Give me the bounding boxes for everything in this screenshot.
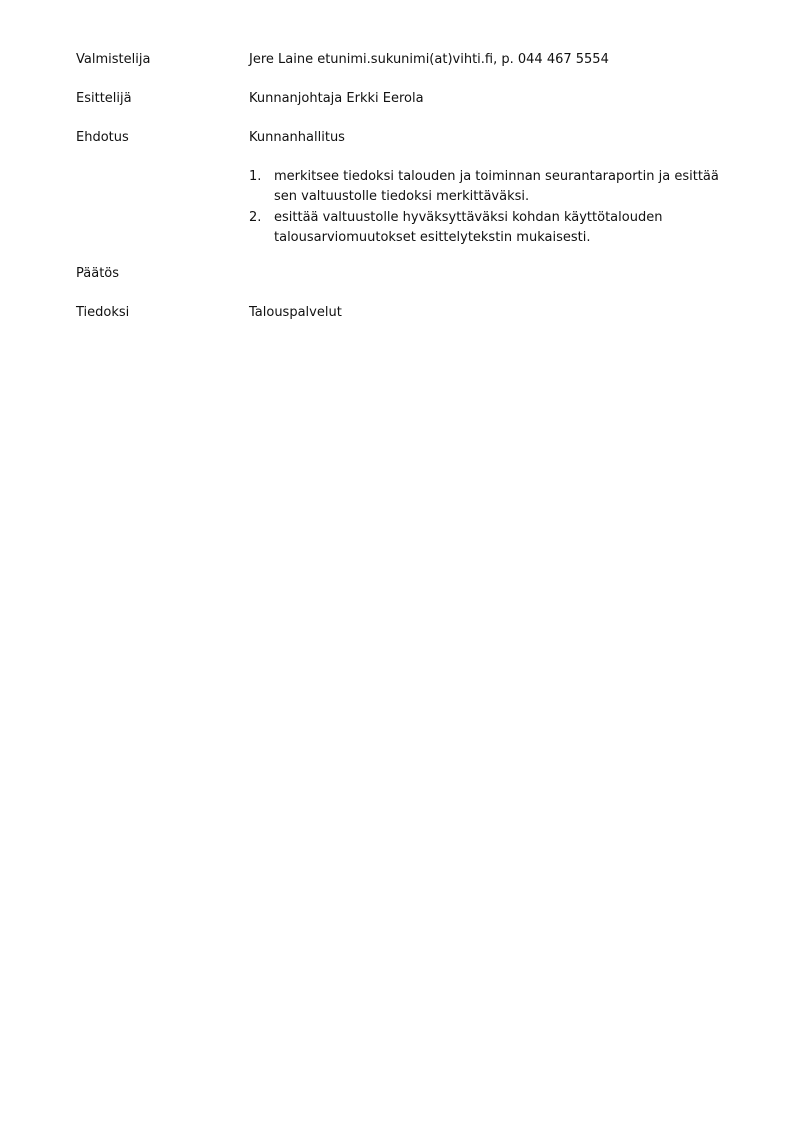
tiedoksi-value: Talouspalvelut	[249, 305, 342, 320]
esittelija-label: Esittelijä	[76, 91, 132, 106]
proposal-item-number: 1.	[249, 169, 262, 184]
proposal-item-text: esittää valtuustolle hyväksyttäväksi kohdan käyttötalouden talousarviomuutokset esittelytekstin mukaisesti.	[274, 210, 663, 245]
paatos-label: Päätös	[76, 266, 120, 281]
proposal-item-2	[249, 208, 724, 248]
proposal-list	[249, 167, 724, 249]
valmistelija-value: Jere Laine etunimi.sukunimi(at)vihti.fi, p. 044 467 5554	[249, 52, 609, 67]
valmistelija-label: Valmistelija	[76, 52, 151, 67]
ehdotus-value: Kunnanhallitus	[249, 130, 345, 145]
esittelija-value: Kunnanjohtaja Erkki Eerola	[249, 91, 424, 106]
proposal-item-1	[249, 167, 724, 207]
proposal-item-text: merkitsee tiedoksi talouden ja toiminnan seurantaraportin ja esittää sen valtuustolle tiedoksi merkittäväksi.	[274, 169, 719, 204]
proposal-item-number: 2.	[249, 210, 262, 225]
ehdotus-label: Ehdotus	[76, 130, 129, 145]
tiedoksi-label: Tiedoksi	[76, 305, 130, 320]
